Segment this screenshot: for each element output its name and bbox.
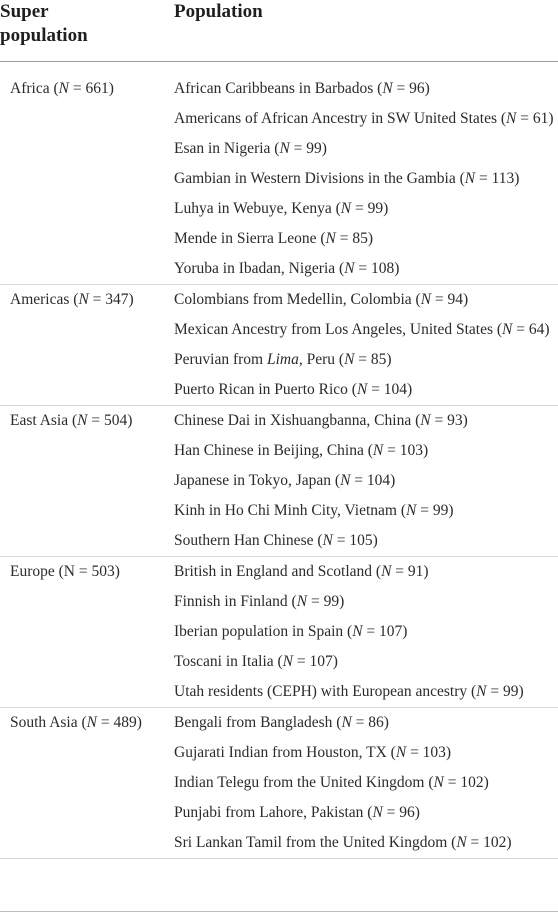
super-population-count: = 489) <box>97 714 142 731</box>
population-cell <box>174 647 558 677</box>
population-name: Americans of African Ancestry in SW United States ( <box>174 110 507 127</box>
population-n-symbol: N <box>325 230 336 247</box>
population-count: = 94) <box>431 291 469 308</box>
population-count: = 99) <box>486 683 524 700</box>
population-name: Gambian in Western Divisions in the Gambia ( <box>174 170 465 187</box>
population-count: = 96) <box>392 80 430 97</box>
super-population-label: East Asia ( <box>10 412 78 429</box>
population-cell <box>174 677 558 707</box>
super-population-n-symbol: N <box>77 412 88 429</box>
super-population-label: Europe (N = 503) <box>10 563 120 580</box>
table-header <box>0 0 558 62</box>
super-population-label: Africa ( <box>10 80 59 97</box>
population-name: Japanese in Tokyo, Japan ( <box>174 472 341 489</box>
population-name: Chinese Dai in Xishuangbanna, China ( <box>174 412 421 429</box>
population-name: Mende in Sierra Leone ( <box>174 230 326 247</box>
population-name: British in England and Scotland ( <box>174 563 382 580</box>
super-population-n-symbol: N <box>78 291 89 308</box>
population-count: = 85) <box>354 351 392 368</box>
super-population-count: = 504) <box>87 412 133 429</box>
population-name: Punjabi from Lahore, Pakistan ( <box>174 804 373 821</box>
population-name: Utah residents (CEPH) with European ancestry ( <box>174 683 477 700</box>
population-cell <box>174 285 558 315</box>
table-body <box>0 62 558 859</box>
population-count: = 107) <box>362 623 408 640</box>
population-n-symbol: N <box>372 442 384 459</box>
super-population-group <box>0 708 558 859</box>
population-name: Bengali from Bangladesh ( <box>174 714 342 731</box>
super-population-label: South Asia ( <box>10 714 87 731</box>
super-population-cell <box>10 561 170 583</box>
population-count: = 64) <box>512 321 550 338</box>
super-population-count: = 661) <box>68 80 114 97</box>
population-name: Sri Lankan Tamil from the United Kingdom ( <box>174 834 457 851</box>
population-cell <box>174 134 558 164</box>
super-population-group <box>0 285 558 406</box>
header-super-line1: Super <box>0 1 49 22</box>
super-population-cell <box>10 289 170 311</box>
population-n-symbol: N <box>502 321 513 338</box>
population-cell <box>174 466 558 496</box>
population-n-symbol: N <box>395 744 407 761</box>
population-name-suffix: , Peru ( <box>298 351 345 368</box>
population-name: Mexican Ancestry from Los Angeles, United States ( <box>174 321 503 338</box>
population-count: = 102) <box>443 774 489 791</box>
population-cell <box>174 798 558 828</box>
population-count: = 86) <box>351 714 389 731</box>
population-name: Toscani in Italia ( <box>174 653 283 670</box>
header-super-line2: population <box>0 25 88 46</box>
population-n-symbol: N <box>352 623 363 640</box>
population-n-symbol: N <box>344 260 355 277</box>
population-cell <box>174 617 558 647</box>
population-n-symbol: N <box>420 291 432 308</box>
header-population: Population <box>174 1 263 22</box>
population-count: = 61) <box>516 110 554 127</box>
population-n-symbol: N <box>372 804 383 821</box>
population-cell <box>174 828 558 858</box>
population-cell <box>174 406 558 436</box>
population-name: African Caribbeans in Barbados ( <box>174 80 383 97</box>
population-n-symbol: N <box>406 502 417 519</box>
population-name: Esan in Nigeria ( <box>174 140 280 157</box>
population-count: = 104) <box>367 381 413 398</box>
population-cell <box>174 738 558 768</box>
population-n-symbol: N <box>340 200 352 217</box>
population-count: = 103) <box>406 744 452 761</box>
population-cell <box>174 496 558 526</box>
super-population-cell <box>10 410 170 432</box>
population-n-symbol: N <box>456 834 467 851</box>
super-population-count: = 347) <box>88 291 134 308</box>
population-n-symbol: N <box>420 412 431 429</box>
population-cell <box>174 254 558 284</box>
super-population-label: Americas ( <box>10 291 79 308</box>
population-name: Peruvian from <box>174 351 267 368</box>
population-name: Yoruba in Ibadan, Nigeria ( <box>174 260 345 277</box>
super-population-n-symbol: N <box>58 80 69 97</box>
super-population-cell <box>10 712 170 734</box>
population-place-italic: Lima <box>266 351 299 368</box>
population-count: = 99) <box>289 140 327 157</box>
population-cell <box>174 526 558 556</box>
super-population-n-symbol: N <box>86 714 97 731</box>
population-cell <box>174 557 558 587</box>
population-name: Colombians from Medellin, Colombia ( <box>174 291 421 308</box>
population-count: = 103) <box>383 442 429 459</box>
population-count: = 96) <box>382 804 420 821</box>
population-name: Iberian population in Spain ( <box>174 623 353 640</box>
population-n-symbol: N <box>476 683 487 700</box>
population-n-symbol: N <box>340 472 351 489</box>
population-cell <box>174 768 558 798</box>
population-n-symbol: N <box>282 653 294 670</box>
population-n-symbol: N <box>296 593 308 610</box>
population-name: Indian Telegu from the United Kingdom ( <box>174 774 434 791</box>
super-population-cell <box>10 78 170 100</box>
population-n-symbol: N <box>279 140 290 157</box>
population-count: = 107) <box>293 653 338 670</box>
population-name: Gujarati Indian from Houston, TX ( <box>174 744 396 761</box>
population-count: = 93) <box>430 412 468 429</box>
population-count: = 99) <box>351 200 389 217</box>
population-name: Puerto Rican in Puerto Rico ( <box>174 381 357 398</box>
population-n-symbol: N <box>506 110 517 127</box>
population-count: = 99) <box>307 593 345 610</box>
population-n-symbol: N <box>341 714 352 731</box>
population-name: Han Chinese in Beijing, China ( <box>174 442 373 459</box>
population-cell <box>174 375 558 405</box>
population-name: Southern Han Chinese ( <box>174 532 323 549</box>
population-cell <box>174 164 558 194</box>
population-name: Luhya in Webuye, Kenya ( <box>174 200 341 217</box>
population-cell <box>174 194 558 224</box>
population-cell <box>174 436 558 466</box>
population-n-symbol: N <box>344 351 355 368</box>
population-name: Finnish in Finland ( <box>174 593 297 610</box>
population-cell <box>174 587 558 617</box>
population-cell <box>174 345 558 375</box>
population-count: = 102) <box>466 834 512 851</box>
population-count: = 85) <box>335 230 373 247</box>
population-n-symbol: N <box>464 170 476 187</box>
population-n-symbol: N <box>433 774 444 791</box>
population-count: = 104) <box>350 472 396 489</box>
population-count: = 99) <box>416 502 454 519</box>
header-super-population <box>0 0 150 48</box>
population-n-symbol: N <box>381 563 392 580</box>
population-count: = 105) <box>332 532 378 549</box>
population-cell <box>174 104 558 134</box>
population-n-symbol: N <box>356 381 368 398</box>
population-count: = 113) <box>475 170 520 187</box>
population-cell <box>174 224 558 254</box>
population-cell <box>174 74 558 104</box>
population-n-symbol: N <box>322 532 333 549</box>
population-n-symbol: N <box>382 80 393 97</box>
table-bottom-rule <box>0 911 558 912</box>
population-count: = 91) <box>391 563 429 580</box>
population-count: = 108) <box>354 260 400 277</box>
super-population-group <box>0 62 558 285</box>
population-cell <box>174 315 558 345</box>
population-cell <box>174 708 558 738</box>
super-population-group <box>0 406 558 557</box>
population-name: Kinh in Ho Chi Minh City, Vietnam ( <box>174 502 407 519</box>
super-population-group <box>0 557 558 708</box>
